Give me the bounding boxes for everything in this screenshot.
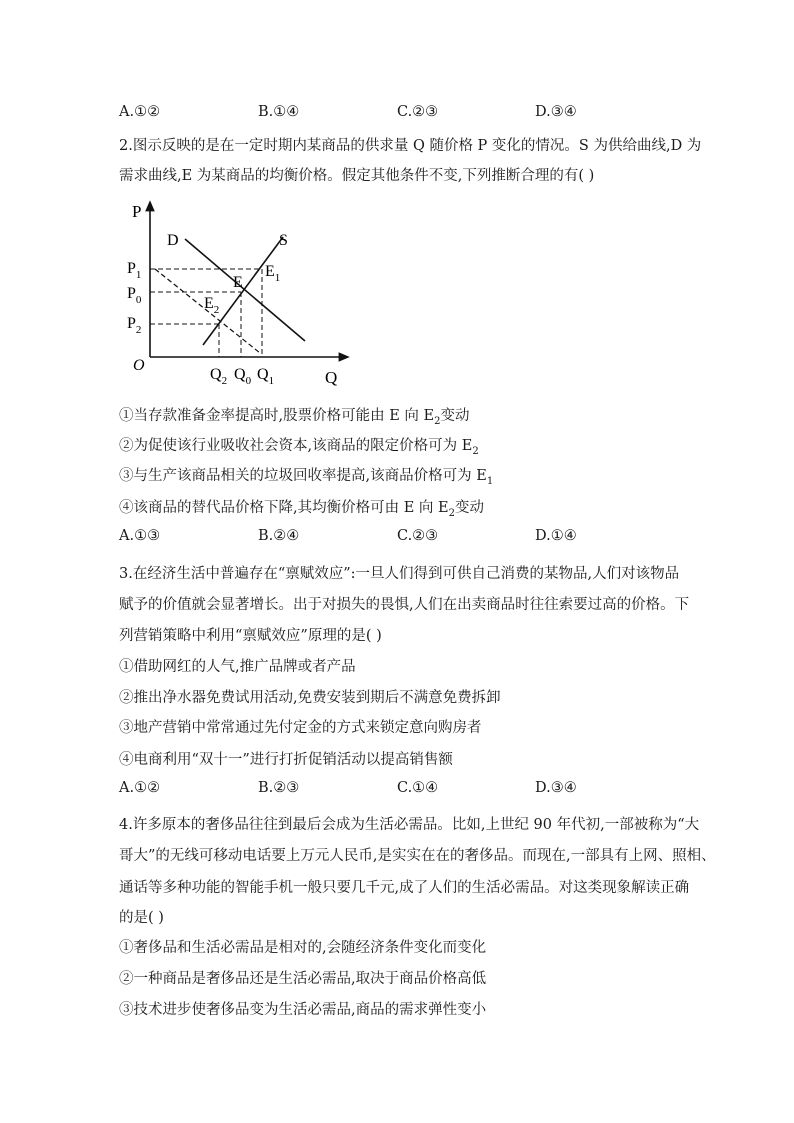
q4-statement-3: ③技术进步使奢侈品变为生活必需品,商品的需求弹性变小 (119, 1002, 487, 1018)
q2-stem-line1: 2.图示反映的是在一定时期内某商品的供求量 Q 随价格 P 变化的情况。S 为供给曲线,D 为 (119, 138, 702, 154)
q4-stem-line3: 通话等多种功能的智能手机一般只要几千元,成了人们的生活必需品。对这类现象解读正确 (119, 880, 690, 896)
demand-label: D (167, 232, 179, 249)
q2-statement-1: ①当存款准备金率提高时,股票价格可能由 E 向 $E_2$变动 (119, 408, 470, 427)
q1-options (0, 104, 794, 124)
q2-option-d: D.①④ (535, 528, 577, 544)
q2-statement-3: ③与生产该商品相关的垃圾回收率提高,该商品价格可为 $E_1$ (119, 468, 494, 487)
q2-options (0, 528, 794, 548)
q3-statement-3: ③地产营销中常常通过先付定金的方式来锁定意向购房者 (119, 720, 482, 736)
q3-statement-1: ①借助网红的人气,推广品牌或者产品 (119, 659, 356, 675)
q1-option-d: D.③④ (535, 104, 577, 120)
q0-label: $Q_0$ (234, 366, 252, 387)
q4-statement-1: ①奢侈品和生活必需品是相对的,会随经济条件变化而变化 (119, 940, 487, 956)
q3-statement-4: ④电商利用“双十一”进行打折促销活动以提高销售额 (119, 752, 453, 768)
supply-label: S (279, 232, 288, 249)
q3-stem-line2: 赋予的价值就会显著增长。出于对损失的畏惧,人们在出卖商品时往往索要过高的价格。下 (119, 597, 690, 613)
q1-label: $Q_1$ (257, 366, 275, 387)
q4-stem-line1: 4.许多原本的奢侈品往往到最后会成为生活必需品。比如,上世纪 90 年代初,一部被称为“大 (119, 817, 700, 833)
e1-label: $E_1$ (265, 263, 281, 284)
q3-stem-line1: 3.在经济生活中普遍存在“禀赋效应”:一旦人们得到可供自己消费的某物品,人们对该物品 (119, 566, 680, 582)
q1-option-a: A.①② (119, 104, 161, 120)
q3-option-a: A.①② (119, 780, 161, 796)
q3-options (0, 780, 794, 800)
q3-option-d: D.③④ (535, 780, 577, 796)
supply-demand-graph (115, 195, 355, 390)
q3-statement-2: ②推出净水器免费试用活动,免费安装到期后不满意免费拆卸 (119, 690, 501, 706)
y-axis-label: P (132, 202, 142, 221)
demand-curve (185, 239, 305, 341)
origin-label: O (133, 357, 145, 374)
q4-stem-line4: 的是( ) (119, 910, 164, 926)
q2-label: $Q_2$ (210, 366, 228, 387)
p1-label: $P_1$ (127, 260, 142, 281)
q4-stem-line2: 哥大”的无线可移动电话要上万元人民币,是实实在在的奢侈品。而现在,一部具有上网、照相、 (119, 848, 716, 864)
e-label: E (233, 274, 243, 291)
q2-option-c: C.②③ (397, 528, 439, 544)
q3-option-b: B.②③ (258, 780, 300, 796)
q1-option-c: C.②③ (397, 104, 439, 120)
q2-statement-4: ④该商品的替代品价格下降,其均衡价格可由 E 向 $E_2$变动 (119, 500, 484, 519)
q2-option-a: A.①③ (119, 528, 161, 544)
p0-label: $P_0$ (127, 285, 142, 306)
q3-stem-line3: 列营销策略中利用“禀赋效应”原理的是( ) (119, 628, 382, 644)
q2-statement-2: ②为促使该行业吸收社会资本,该商品的限定价格可为 $E_2$ (119, 438, 479, 457)
supply-curve (203, 237, 283, 345)
e2-label: $E_2$ (204, 295, 220, 316)
q2-option-b: B.②④ (258, 528, 300, 544)
p2-label: $P_2$ (127, 315, 142, 336)
x-axis-label: Q (325, 368, 338, 387)
q1-option-b: B.①④ (258, 104, 300, 120)
q3-option-c: C.①④ (397, 780, 439, 796)
q2-stem-line2: 需求曲线,E 为某商品的均衡价格。假定其他条件不变,下列推断合理的有( ) (119, 168, 595, 184)
q4-statement-2: ②一种商品是奢侈品还是生活必需品,取决于商品价格高低 (119, 971, 487, 987)
